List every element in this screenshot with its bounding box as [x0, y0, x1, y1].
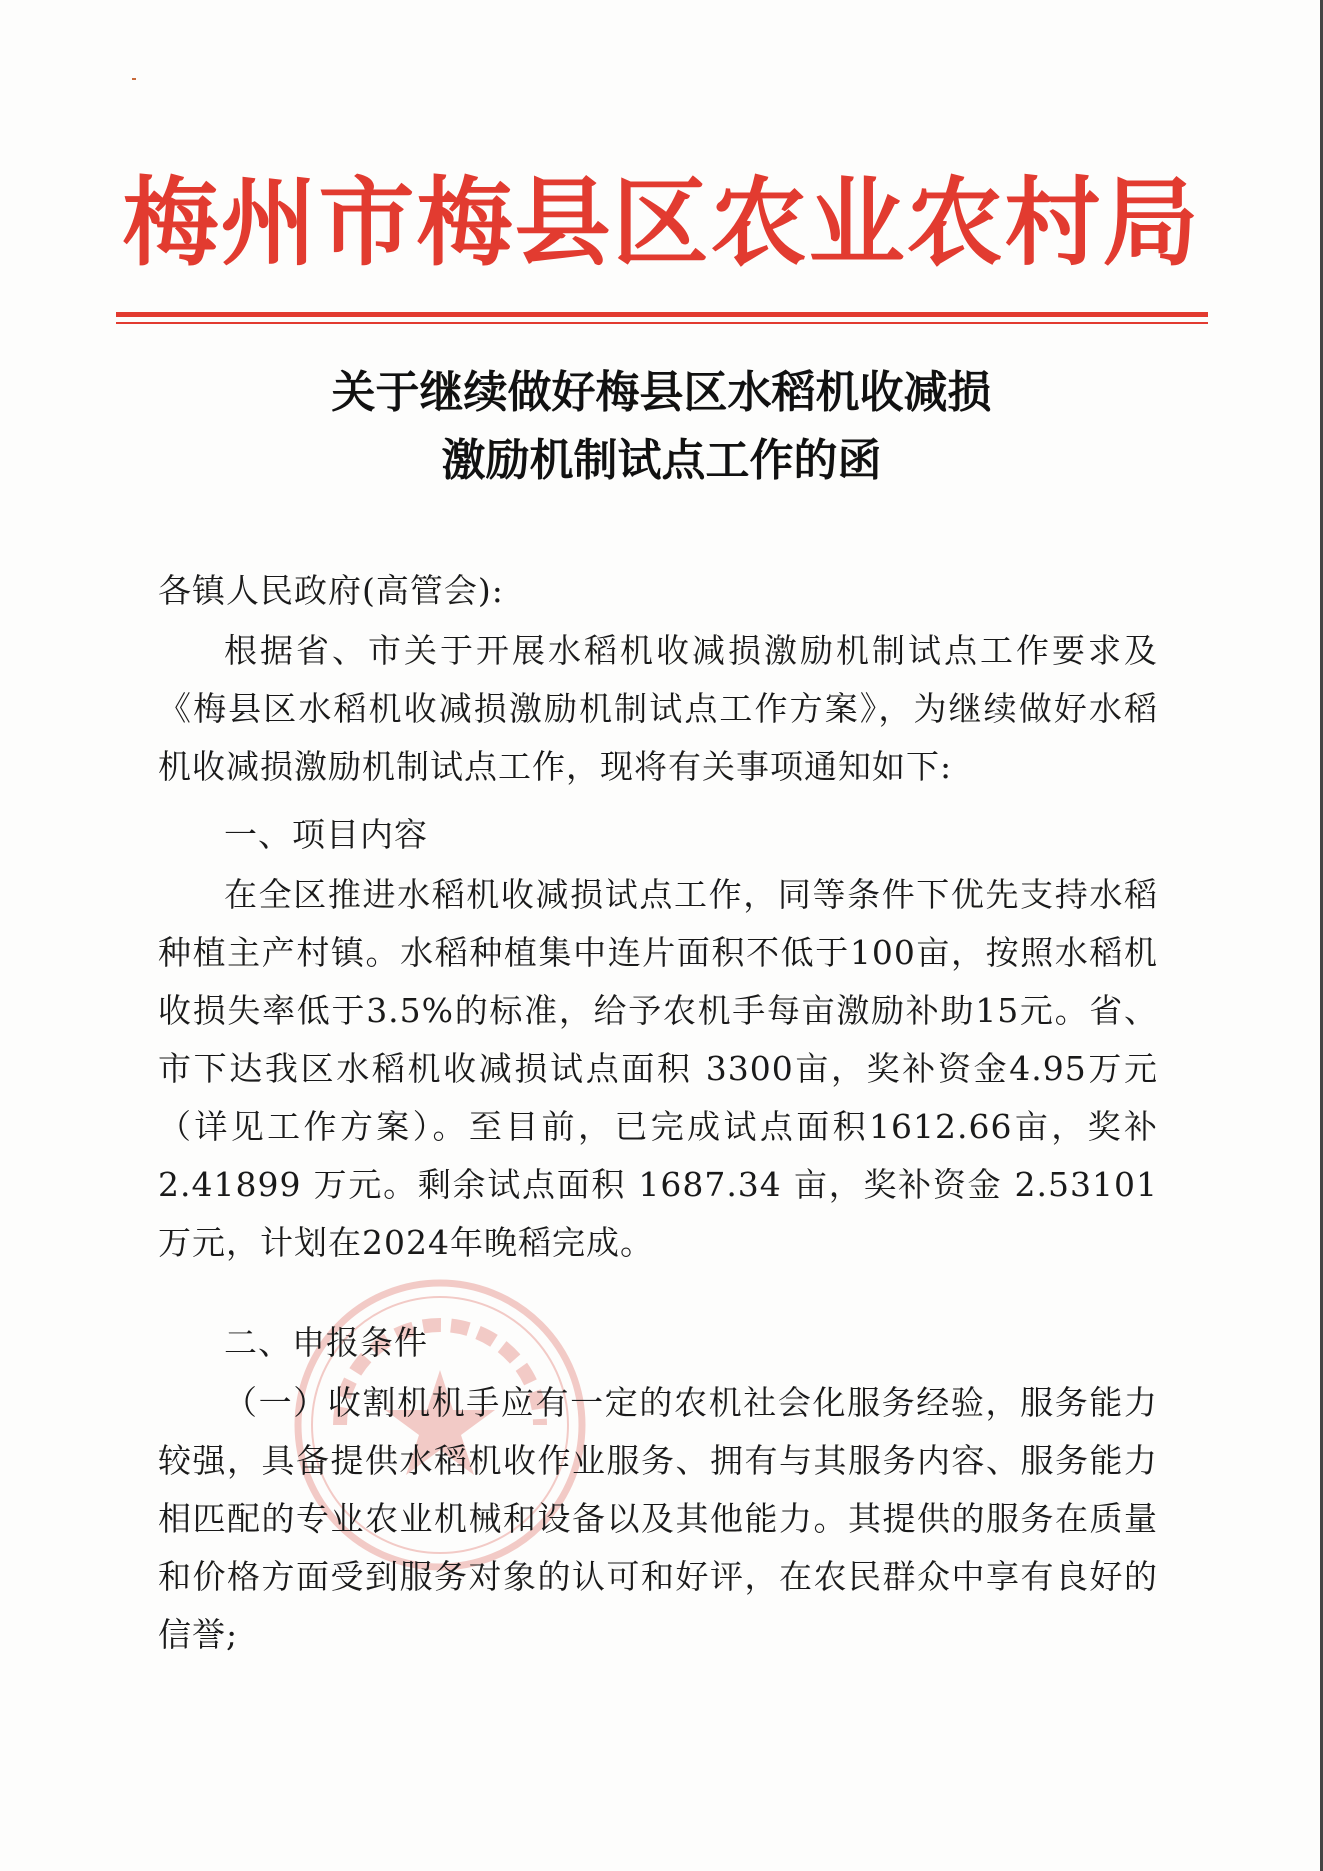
- document-title-line2: 激励机制试点工作的函: [441, 435, 882, 486]
- scan-speck: [132, 78, 136, 80]
- section2-heading: 二、申报条件: [224, 1323, 428, 1362]
- salutation: 各镇人民政府(高管会):: [158, 571, 504, 610]
- document-title-line1: 关于继续做好梅县区水稻机收减损: [331, 367, 992, 418]
- section1-heading: 一、项目内容: [224, 815, 428, 854]
- intro-paragraph: 根据省、市关于开展水稻机收减损激励机制试点工作要求及《梅县区水稻机收减损激励机制试点工作方案》，为继续做好水稻机收减损激励机制试点工作，现将有关事项通知如下:: [158, 631, 1158, 786]
- issuer-header: 梅州市梅县区农业农村局: [122, 167, 1201, 279]
- section1-paragraph: 在全区推进水稻机收减损试点工作，同等条件下优先支持水稻种植主产村镇。水稻种植集中连片面积不低于100亩，按照水稻机收损失率低于3.5%的标准，给予农机手每亩激励补助15元。省、市下达我区水稻机收减损试点面积 3300亩，奖补资金4.95万元（详见工作方案）。至目前，已完成试点面积1612.66亩，奖补 2.41899 万元。剩余试点面积 1687.34 亩，奖补资金 2.53101万元，计划在2024年晚稻完成。: [158, 875, 1158, 1262]
- header-rule-thin: [116, 322, 1208, 324]
- header-rule-thick: [116, 312, 1208, 317]
- section2-item1: （一）收割机机手应有一定的农机社会化服务经验，服务能力较强，具备提供水稻机收作业服务、拥有与其服务内容、服务能力相匹配的专业农业机械和设备以及其他能力。其提供的服务在质量和价格方面受到服务对象的认可和好评，在农民群众中享有良好的信誉;: [158, 1383, 1158, 1654]
